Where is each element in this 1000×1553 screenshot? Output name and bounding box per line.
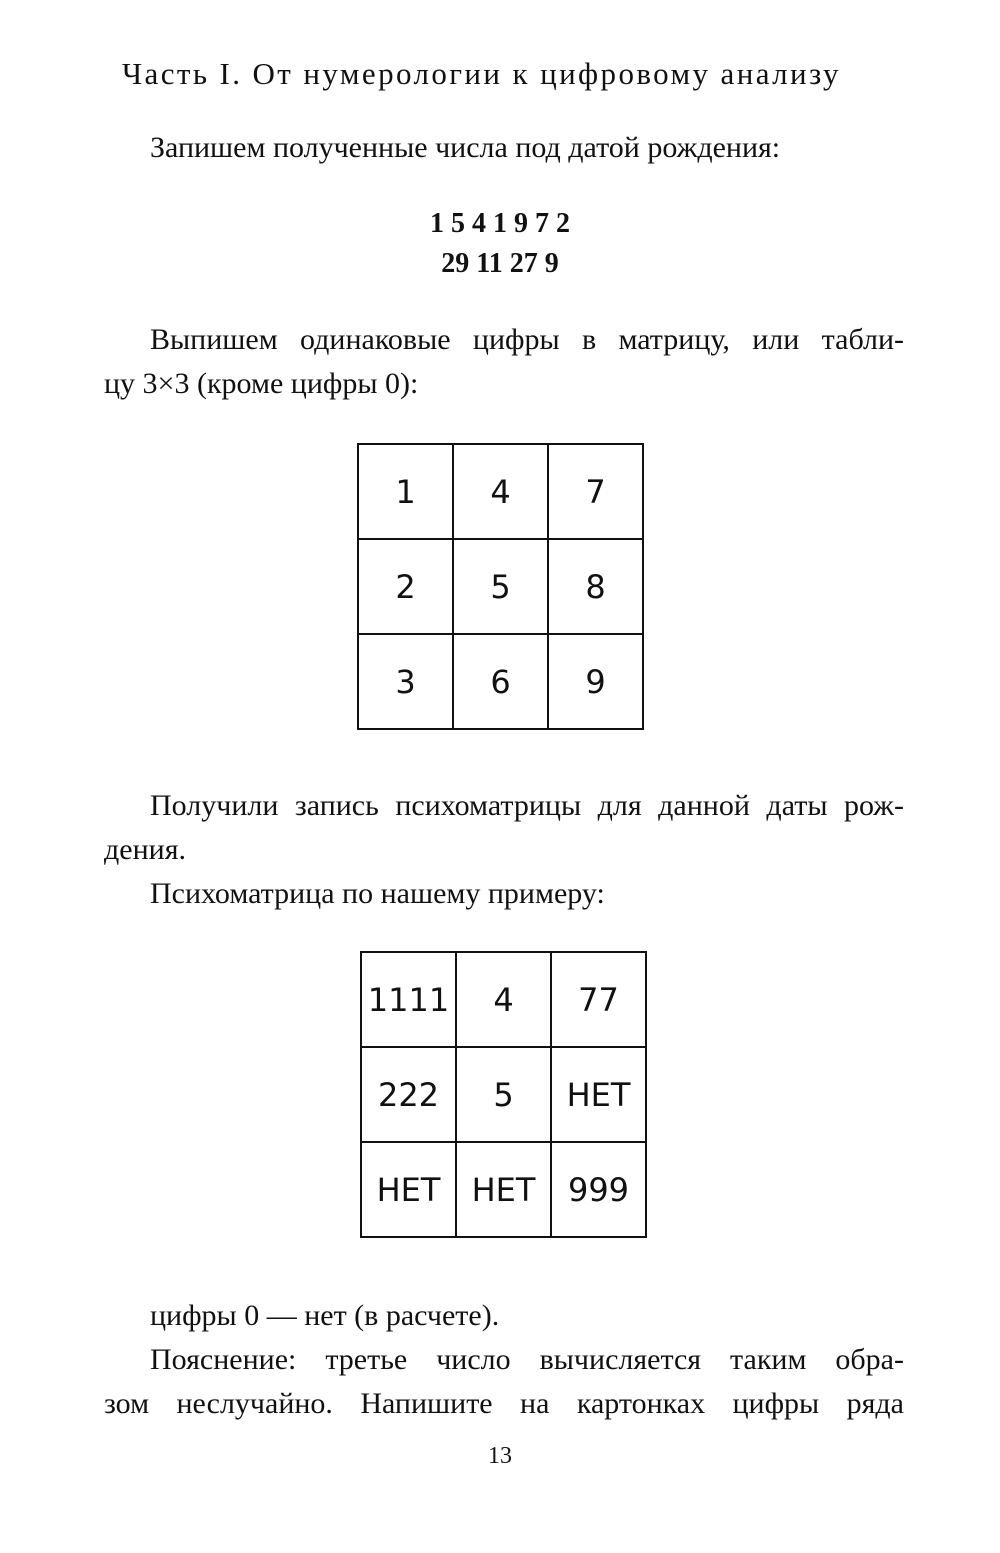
template-matrix-row — [358, 539, 643, 634]
closing-line-3: зом неслучайно. Напишите на картонках цифры ряда — [104, 1387, 904, 1420]
calculated-numbers-line: 29 11 27 9 — [441, 248, 559, 279]
example-matrix-row — [361, 1142, 646, 1237]
template-cell: 6 — [453, 634, 548, 729]
example-cell: 77 — [551, 952, 646, 1047]
template-cell: 5 — [453, 539, 548, 634]
page-number: 13 — [488, 1443, 512, 1469]
result-paragraph — [104, 784, 904, 916]
template-cell: 7 — [548, 444, 643, 539]
closing-line-1: цифры 0 — нет (в расчете). — [150, 1299, 500, 1332]
example-cell: НЕТ — [551, 1047, 646, 1142]
example-matrix-row — [361, 952, 646, 1047]
result-line-1: Получили запись психоматрицы для данной даты рож- — [150, 789, 904, 822]
running-title: Часть I. От нумерологии к цифровому анализу — [122, 56, 841, 91]
birth-date-numbers — [0, 204, 1000, 284]
matrix-intro-line-1: Выпишем одинаковые цифры в матрицу, или табли- — [150, 323, 904, 356]
date-digits-line: 1 5 4 1 9 7 2 — [430, 208, 570, 239]
intro-text: Запишем полученные числа под датой рождения: — [150, 131, 781, 164]
template-matrix — [357, 443, 644, 730]
intro-paragraph — [104, 126, 904, 170]
template-cell: 3 — [358, 634, 453, 729]
example-matrix-row — [361, 1047, 646, 1142]
example-cell: 1111 — [361, 952, 456, 1047]
template-matrix-row — [358, 444, 643, 539]
result-line-3: Психоматрица по нашему примеру: — [150, 877, 605, 910]
closing-line-2: Пояснение: третье число вычисляется таким обра- — [150, 1343, 904, 1376]
template-cell: 4 — [453, 444, 548, 539]
closing-paragraph — [104, 1294, 904, 1426]
example-psychomatrix — [360, 951, 647, 1238]
matrix-intro-line-2: цу 3×3 (кроме цифры 0): — [104, 367, 419, 400]
template-cell: 8 — [548, 539, 643, 634]
result-line-2: дения. — [104, 833, 186, 866]
matrix-intro-paragraph — [104, 318, 904, 406]
example-cell: 999 — [551, 1142, 646, 1237]
example-cell: НЕТ — [361, 1142, 456, 1237]
template-matrix-row — [358, 634, 643, 729]
example-cell: 222 — [361, 1047, 456, 1142]
template-cell: 2 — [358, 539, 453, 634]
example-cell: 5 — [456, 1047, 551, 1142]
example-cell: НЕТ — [456, 1142, 551, 1237]
template-cell: 1 — [358, 444, 453, 539]
template-cell: 9 — [548, 634, 643, 729]
example-cell: 4 — [456, 952, 551, 1047]
